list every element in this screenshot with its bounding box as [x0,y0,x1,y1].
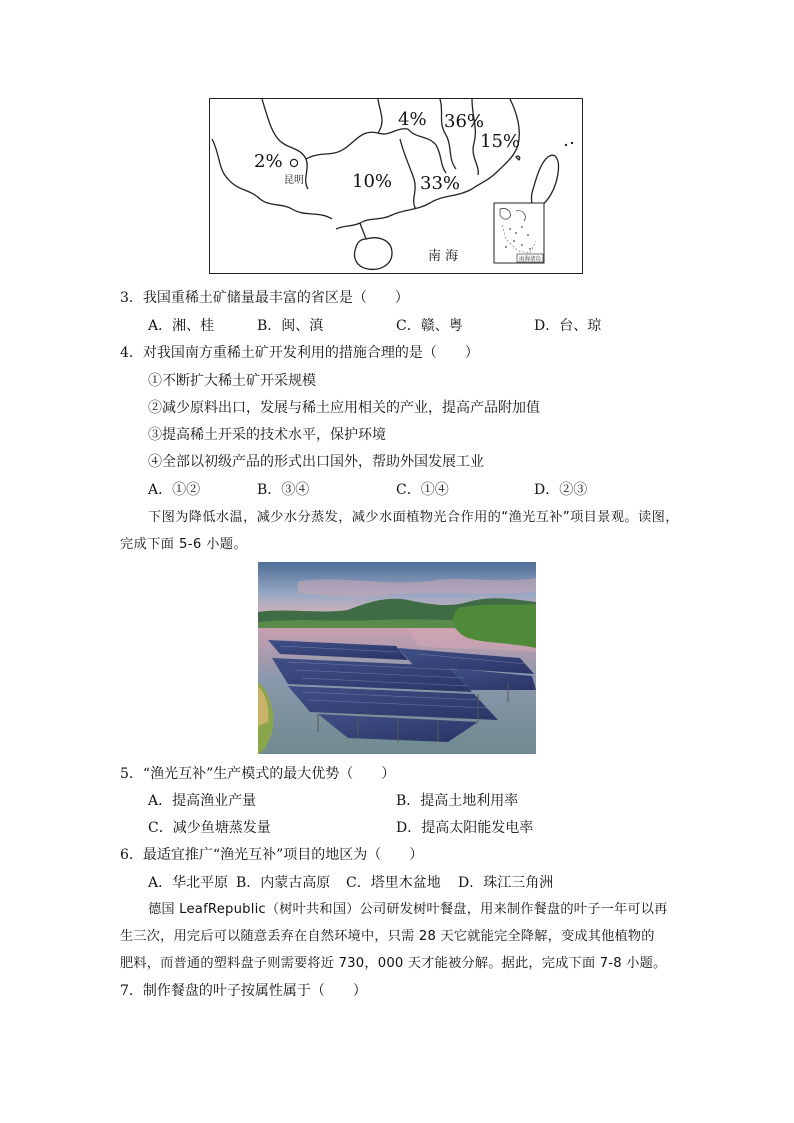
q5-option-c[interactable]: C．减少鱼塘蒸发量 [148,820,271,836]
question-4-stem: 4．对我国南方重稀土矿开发利用的措施合理的是（ ） [120,345,479,361]
kunming-label: 昆明 [284,175,304,186]
intro-7-8-line-2: 生三次，用完后可以随意丢弃在自然环境中，只需 28 天它就能完全降解，变成其他植物的 [120,929,655,944]
q3-option-b[interactable]: B．闽、滇 [257,318,324,334]
south-sea-inset [494,203,544,263]
question-3-stem: 3．我国重稀土矿储量最丰富的省区是（ ） [120,290,409,306]
q4-option-a[interactable]: A．①② [148,482,201,498]
intro-7-8-line-3: 肥料，而普通的塑料盘子则需要将近 730，000 天才能被分解。据此，完成下面 7-8 小题。 [120,956,667,971]
q6-option-c[interactable]: C．塔里木盆地 [346,875,441,891]
rare-earth-map [209,98,583,274]
q4-statement-4: ④全部以初级产品的形式出口国外，帮助外国发展工业 [148,454,484,470]
q4-statement-2: ②减少原料出口，发展与稀土应用相关的产业，提高产品附加值 [148,400,540,416]
q6-option-a[interactable]: A．华北平原 [148,875,229,891]
hunan-percent: 4% [398,109,427,130]
q4-option-d[interactable]: D．②③ [534,482,588,498]
q3-option-a[interactable]: A．湘、桂 [148,318,215,334]
fishery-solar-photo [258,562,536,754]
kunming-marker [290,159,297,166]
q5-option-d[interactable]: D．提高太阳能发电率 [396,820,534,836]
q3-option-c[interactable]: C．赣、粤 [396,318,463,334]
q4-statement-1: ①不断扩大稀土矿开采规模 [148,373,316,389]
map-outline [210,99,583,274]
fujian-percent: 15% [480,131,521,152]
q5-option-b[interactable]: B．提高土地利用率 [396,793,519,809]
guangxi-percent: 10% [352,171,393,192]
question-6-stem: 6．最适宜推广“渔光互补”项目的地区为（ ） [120,847,424,863]
q6-option-b[interactable]: B．内蒙古高原 [236,875,331,891]
q4-option-b[interactable]: B．③④ [257,482,310,498]
intro-7-8-line-1: 德国 LeafRepublic（树叶共和国）公司研发树叶餐盘，用来制作餐盘的叶子一年可以再 [148,902,668,917]
jiangxi-percent: 36% [444,111,485,132]
q5-option-a[interactable]: A．提高渔业产量 [148,793,257,809]
yunnan-percent: 2% [254,151,283,172]
photo-drawing [258,562,536,754]
q4-option-c[interactable]: C．①④ [396,482,449,498]
q6-option-d[interactable]: D．珠江三角洲 [458,875,554,891]
south-sea-label: 南 海 [428,249,459,264]
intro-5-6-line-2: 完成下面 5-6 小题。 [120,537,248,552]
question-5-stem: 5．“渔光互补”生产模式的最大优势（ ） [120,766,396,782]
guangdong-percent: 33% [420,173,461,194]
q3-option-d[interactable]: D．台、琼 [534,318,602,334]
question-7-stem: 7．制作餐盘的叶子按属性属于（ ） [120,983,367,999]
q4-statement-3: ③提高稀土开采的技术水平，保护环境 [148,427,386,443]
inset-label: 南海诸岛 [519,256,542,263]
intro-5-6-line-1: 下图为降低水温，减少水分蒸发，减少水面植物光合作用的“渔光互补”项目景观。读图， [148,510,679,525]
